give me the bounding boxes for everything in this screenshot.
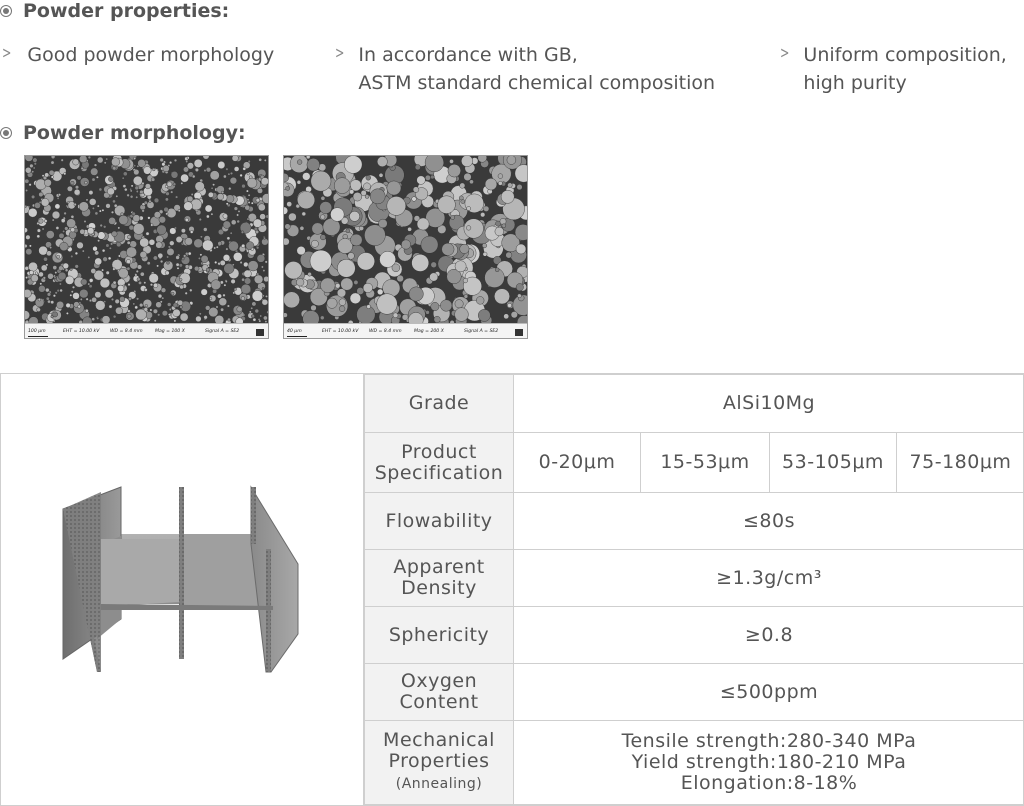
powder-properties-heading (0, 0, 229, 22)
sphericity-value: ≥0.8 (514, 607, 1024, 664)
spec-value: 53-105μm (770, 433, 897, 493)
radio-bullet-icon (0, 5, 12, 17)
sem-mag: Mag = 100 X (155, 329, 185, 334)
spec-table-panel (0, 373, 1024, 806)
scale-bar: 40 µm (287, 329, 302, 334)
property-line: Good powder morphology (27, 44, 275, 66)
radio-bullet-icon (0, 127, 12, 139)
table-row (365, 433, 1024, 493)
sem-mag: Mag = 200 X (414, 329, 444, 334)
powder-morphology-heading (0, 122, 246, 144)
sem-eht: EHT = 10.00 kV (63, 329, 100, 334)
sem-image (283, 155, 528, 339)
table-row (365, 550, 1024, 607)
sem-wd: WD = 8.4 mm (110, 329, 143, 334)
section-title: Powder morphology: (23, 122, 246, 144)
sem-wd: WD = 8.4 mm (369, 329, 402, 334)
density-value: ≥1.3g/cm³ (514, 550, 1024, 607)
property-item (333, 41, 715, 97)
table-row (365, 493, 1024, 550)
sem-micrograph (284, 156, 527, 323)
spec-label: Product Specification (365, 433, 514, 493)
sphericity-label: Sphericity (365, 607, 514, 664)
sem-info-bar (25, 323, 268, 338)
sem-signal: Signal A = SE2 (464, 329, 499, 334)
spec-value: 75-180μm (897, 433, 1024, 493)
table-row (365, 375, 1024, 433)
chevron-right-icon: > (780, 43, 790, 62)
table-row (365, 607, 1024, 664)
oxygen-value: ≤500ppm (514, 664, 1024, 721)
mechanical-value: Tensile strength:280-340 MPa Yield strength:180-210 MPa Elongation:8-18% (514, 721, 1024, 805)
sem-micrograph (25, 156, 268, 323)
chevron-right-icon: > (2, 43, 12, 62)
scale-bar: 100 µm (28, 329, 46, 334)
sem-logo (515, 329, 523, 336)
sem-signal: Signal A = SE2 (205, 329, 240, 334)
chevron-right-icon: > (335, 43, 345, 62)
spec-value: 0-20μm (514, 433, 641, 493)
property-line: high purity (803, 72, 907, 94)
sem-info-bar (284, 323, 527, 338)
table-row (365, 664, 1024, 721)
property-line: In accordance with GB, (358, 44, 578, 66)
sem-logo (256, 329, 264, 336)
section-title: Powder properties: (23, 0, 230, 22)
spec-table (364, 374, 1024, 805)
sem-image (24, 155, 269, 339)
flowability-value: ≤80s (514, 493, 1024, 550)
grade-label: Grade (365, 375, 514, 433)
property-item (778, 41, 1007, 97)
oxygen-label: Oxygen Content (365, 664, 514, 721)
flowability-label: Flowability (365, 493, 514, 550)
part-image-cell (1, 374, 364, 805)
mechanical-label: Mechanical Properties (Annealing) (365, 721, 514, 805)
property-line: ASTM standard chemical composition (358, 72, 716, 94)
grade-value: AlSi10Mg (514, 375, 1024, 433)
table-row (365, 721, 1024, 805)
spec-value: 15-53μm (641, 433, 770, 493)
density-label: Apparent Density (365, 550, 514, 607)
property-item (0, 41, 274, 69)
printed-part-image (1, 374, 364, 805)
property-line: Uniform composition, (803, 44, 1007, 66)
sem-eht: EHT = 10.00 kV (322, 329, 359, 334)
